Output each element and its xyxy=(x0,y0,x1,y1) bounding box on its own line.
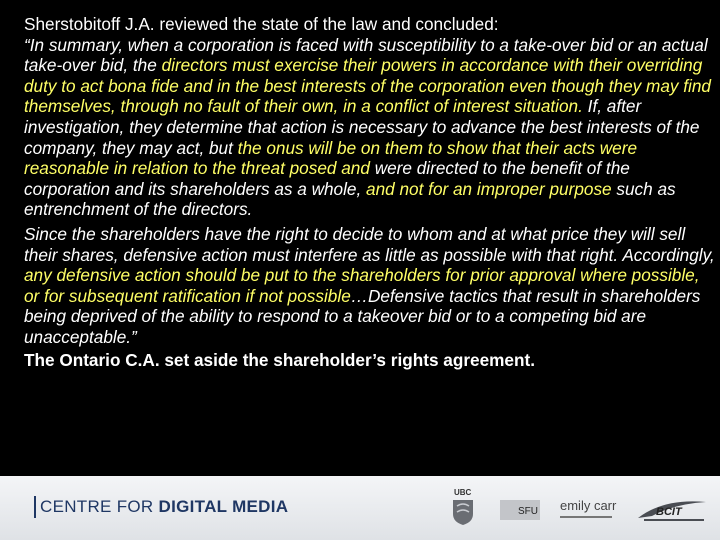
quote-highlight: and not for an improper purpose xyxy=(366,178,612,199)
footer-title-bold: DIGITAL MEDIA xyxy=(158,497,289,516)
bcit-logo-text: BCIT xyxy=(656,506,682,518)
conclusion-text: The Ontario C.A. set aside the shareholder’s rights agreement. xyxy=(24,349,535,370)
emily-carr-logo xyxy=(560,496,616,520)
quote-paragraph-1 xyxy=(24,35,716,220)
footer-title-regular: CENTRE FOR xyxy=(40,497,159,516)
footer-bar xyxy=(0,476,720,540)
quote-segment: such as entrenchment of the directors. xyxy=(24,178,676,220)
emily-carr-logo-text: emily carr xyxy=(560,498,617,513)
emily-carr-underline xyxy=(560,516,612,518)
quote-highlight: the onus will be on them to show that their acts were reasonable in relation to the threat posed and xyxy=(24,137,638,179)
quote-segment: were directed to the benefit of the corporation and its shareholders as a whole, xyxy=(24,158,630,199)
quote-highlight: any defensive action should be put to the shareholders for prior approval where possible, or for subsequent ratification if not possible xyxy=(24,265,700,306)
quote-segment: …Defensive tactics that result in shareholders being deprived of the ability to respond to a takeover bid or to a competing bid are unacceptable.” xyxy=(24,285,701,347)
quote-highlight: directors must exercise their powers in accordance with their overriding duty to act bona fide and in the best interests of the corporation even though they may find themselves, through no fault of their own, in a conflict of interest situation. xyxy=(24,55,711,117)
intro-text: Sherstobitoff J.A. reviewed the state of the law and concluded: xyxy=(24,14,499,34)
quote-segment: Since the shareholders have the right to decide to whom and at what price they will sell their shares, defensive action must interfere as little as possible with that right. Accordingly, xyxy=(24,223,715,265)
bcit-logo xyxy=(634,496,714,524)
centre-for-digital-media-logo xyxy=(40,496,288,518)
sfu-logo-text: SFU xyxy=(518,506,538,517)
sfu-logo xyxy=(500,500,540,520)
quote-segment: “In summary, when a corporation is faced with susceptibility to a take-over bid or an actual take-over bid, the xyxy=(24,34,708,76)
footer-divider xyxy=(34,496,36,518)
quote-segment: If, after investigation, they determine that action is necessary to advance the best interests of the company, they may act, but xyxy=(24,96,700,158)
ubc-logo-text: UBC xyxy=(454,488,472,497)
ubc-logo xyxy=(451,490,475,526)
slide-body xyxy=(24,14,716,370)
quote-paragraph-2 xyxy=(24,224,716,348)
